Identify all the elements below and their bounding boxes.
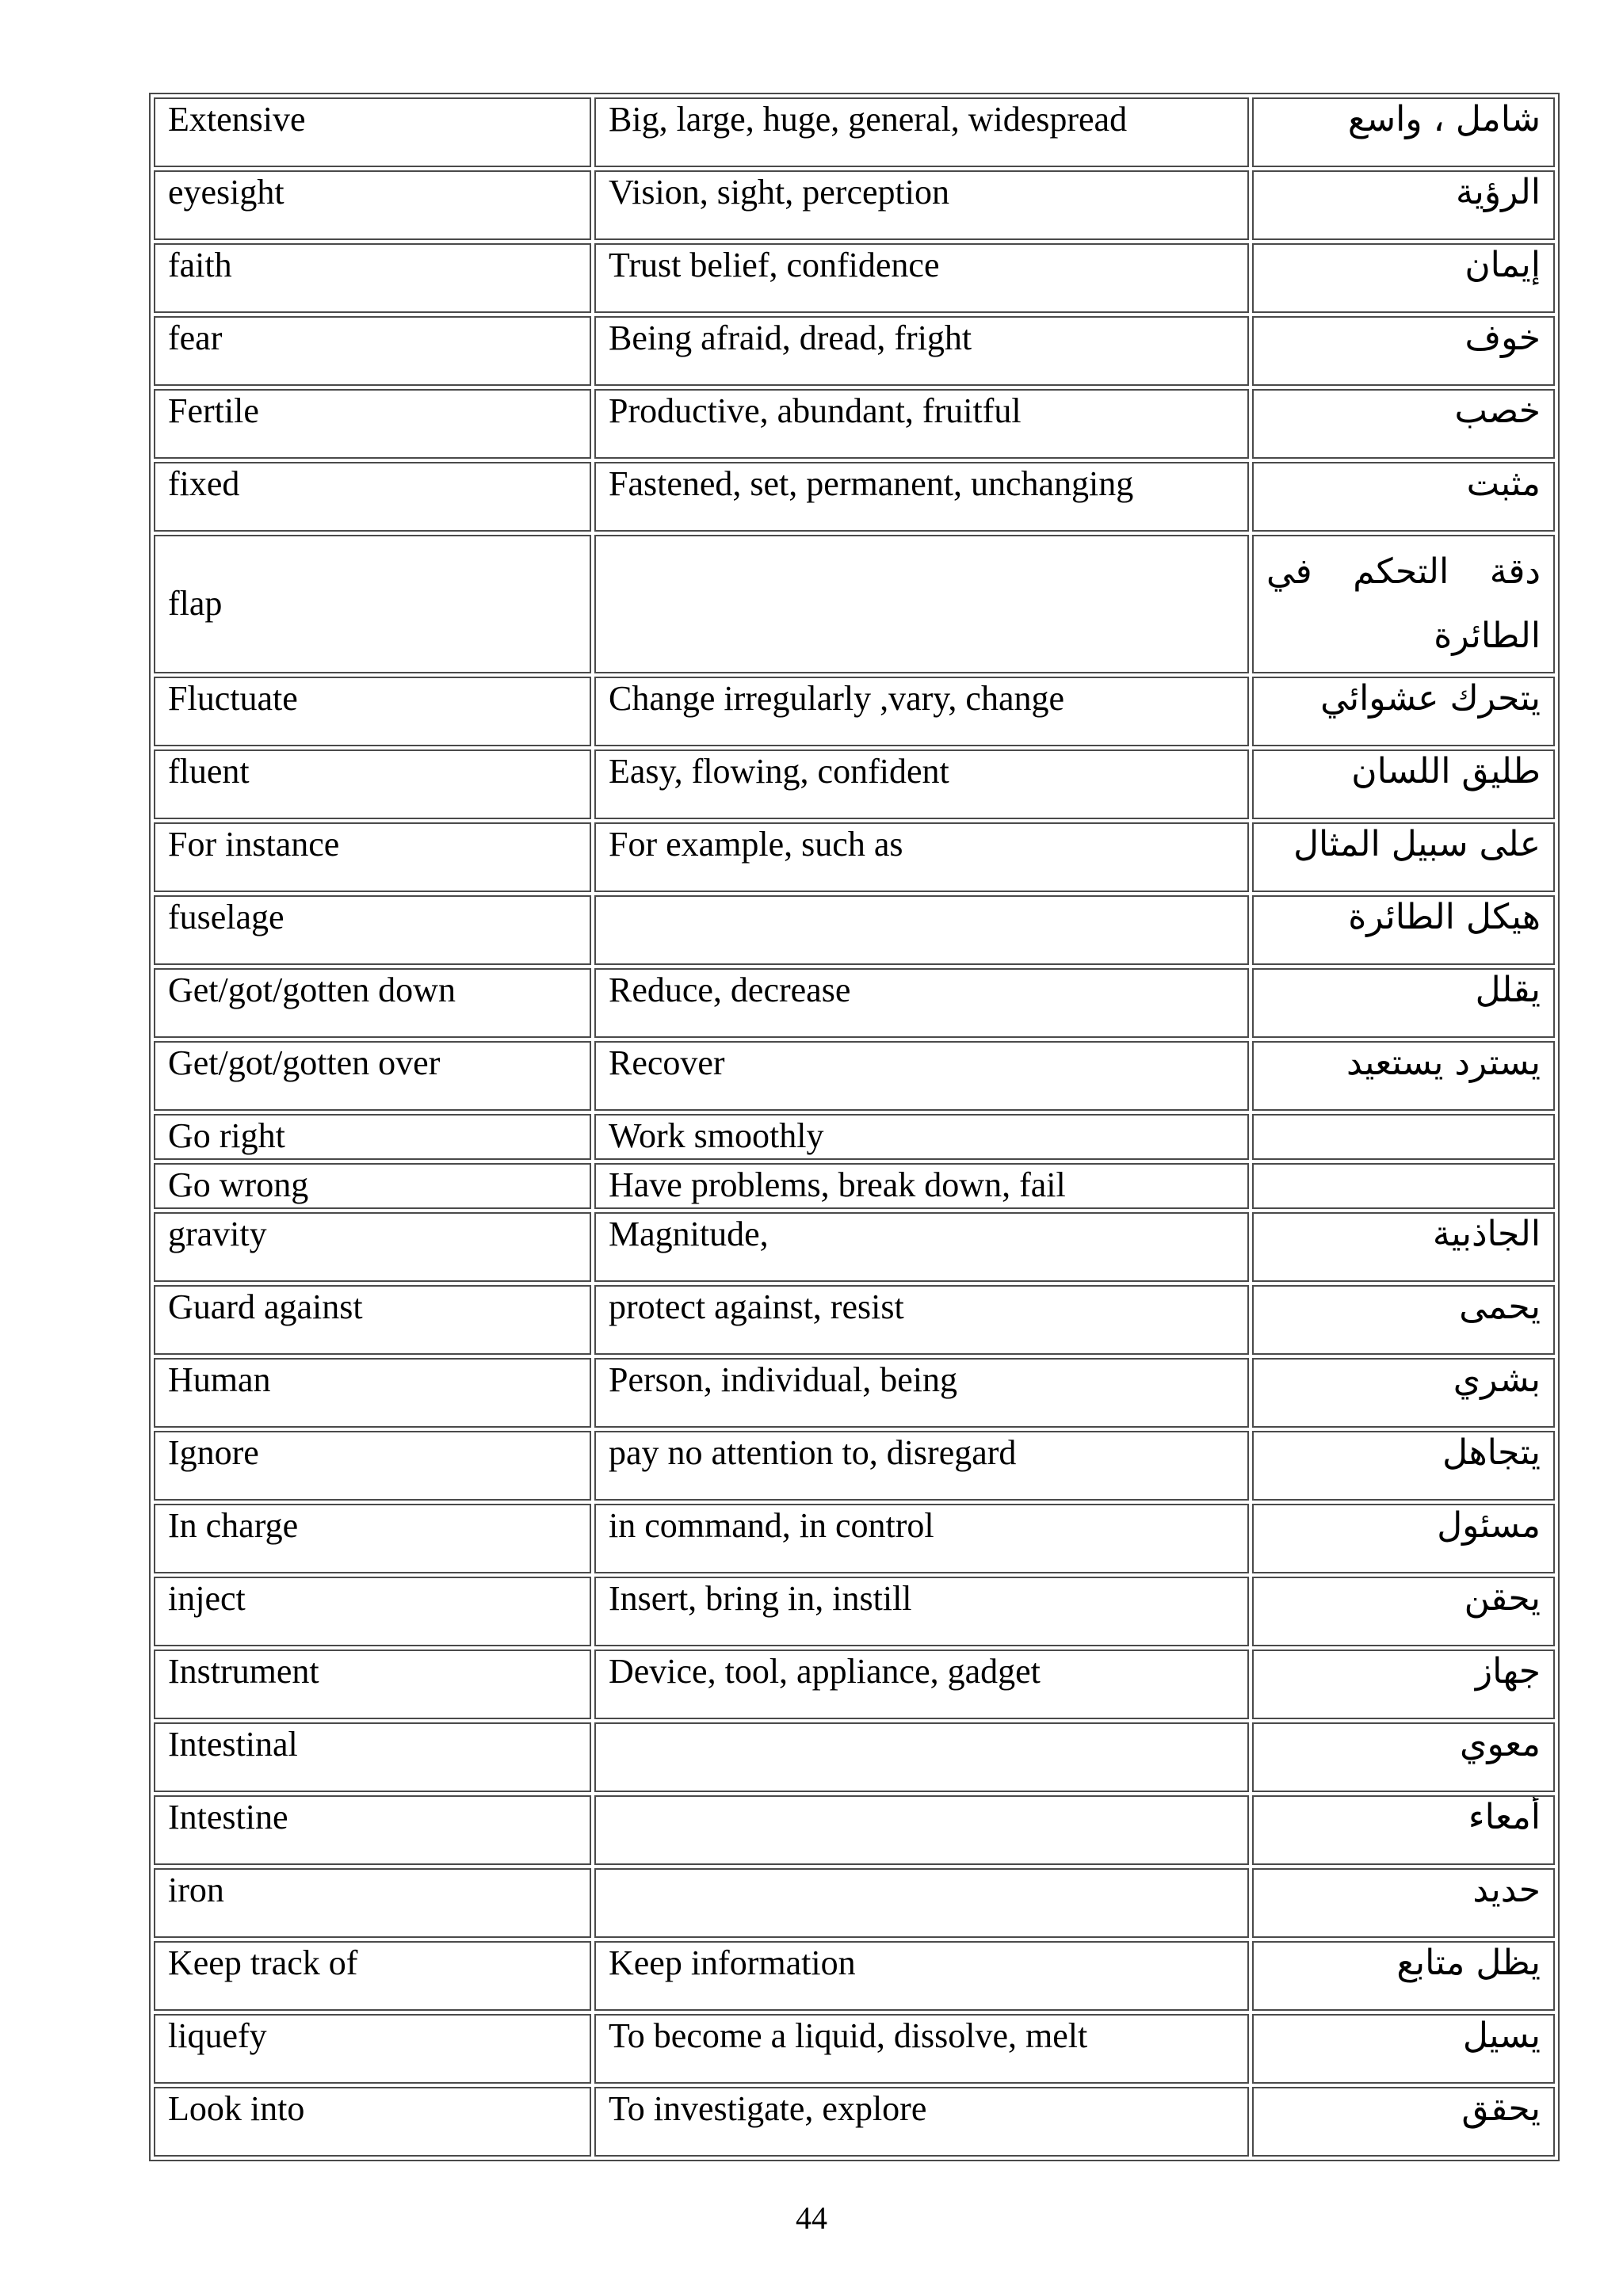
table-row [154,1650,1555,1719]
arabic-cell: خصب [1252,389,1555,459]
synonyms-cell: To become a liquid, dissolve, melt [594,2014,1249,2084]
synonyms-cell: Keep information [594,1941,1249,2011]
arabic-cell: يسترد يستعيد [1252,1041,1555,1111]
word-cell: Go wrong [154,1163,591,1209]
table-row [154,462,1555,532]
word-cell: Intestine [154,1795,591,1865]
word-cell: fluent [154,749,591,819]
synonyms-cell: protect against, resist [594,1285,1249,1355]
synonyms-cell: Big, large, huge, general, widespread [594,97,1249,167]
synonyms-cell [594,535,1249,673]
table-row [154,1212,1555,1282]
table-row [154,243,1555,313]
synonyms-cell: Insert, bring in, instill [594,1577,1249,1646]
table-row [154,1722,1555,1792]
arabic-cell: يحقق [1252,2087,1555,2157]
synonyms-cell: Fastened, set, permanent, unchanging [594,462,1249,532]
word-cell: inject [154,1577,591,1646]
table-row [154,1941,1555,2011]
arabic-cell [1252,1163,1555,1209]
table-row [154,1358,1555,1428]
arabic-cell: الجاذبية [1252,1212,1555,1282]
table-row [154,677,1555,746]
word-cell: Human [154,1358,591,1428]
word-cell: Look into [154,2087,591,2157]
word-cell: Get/got/gotten over [154,1041,591,1111]
table-row [154,97,1555,167]
word-cell: fear [154,316,591,386]
table-row [154,2014,1555,2084]
synonyms-cell: For example, such as [594,822,1249,892]
arabic-cell: يتجاهل [1252,1431,1555,1501]
word-cell: eyesight [154,170,591,240]
arabic-cell: معوي [1252,1722,1555,1792]
arabic-cell: يحمى [1252,1285,1555,1355]
synonyms-cell: Recover [594,1041,1249,1111]
word-cell: Extensive [154,97,591,167]
table-row [154,1163,1555,1209]
synonyms-cell: To investigate, explore [594,2087,1249,2157]
table-row [154,1041,1555,1111]
table-row [154,822,1555,892]
arabic-cell: بشري [1252,1358,1555,1428]
word-cell: Keep track of [154,1941,591,2011]
word-cell: Guard against [154,1285,591,1355]
word-cell: For instance [154,822,591,892]
arabic-cell: طليق اللسان [1252,749,1555,819]
word-cell: gravity [154,1212,591,1282]
word-cell: In charge [154,1504,591,1573]
arabic-cell: يحقن [1252,1577,1555,1646]
word-cell: Instrument [154,1650,591,1719]
arabic-cell: مثبت [1252,462,1555,532]
arabic-cell: على سبيل المثال [1252,822,1555,892]
table-row [154,389,1555,459]
arabic-cell: الرؤية [1252,170,1555,240]
arabic-cell: يقلل [1252,968,1555,1038]
synonyms-cell: Productive, abundant, fruitful [594,389,1249,459]
synonyms-cell [594,895,1249,965]
synonyms-cell: Easy, flowing, confident [594,749,1249,819]
word-cell: Fertile [154,389,591,459]
table-row [154,749,1555,819]
synonyms-cell: Trust belief, confidence [594,243,1249,313]
table-row [154,535,1555,673]
table-row [154,170,1555,240]
arabic-cell [1252,1114,1555,1160]
table-row [154,1504,1555,1573]
arabic-cell: يسيل [1252,2014,1555,2084]
synonyms-cell: Reduce, decrease [594,968,1249,1038]
table-row [154,1868,1555,1938]
table-row [154,968,1555,1038]
arabic-cell: مسئول [1252,1504,1555,1573]
arabic-cell: حديد [1252,1868,1555,1938]
word-cell: Fluctuate [154,677,591,746]
synonyms-cell: Have problems, break down, fail [594,1163,1249,1209]
synonyms-cell: Device, tool, appliance, gadget [594,1650,1249,1719]
synonyms-cell: in command, in control [594,1504,1249,1573]
synonyms-cell: Work smoothly [594,1114,1249,1160]
arabic-cell: جهاز [1252,1650,1555,1719]
table-row [154,895,1555,965]
synonyms-cell [594,1722,1249,1792]
word-cell: Intestinal [154,1722,591,1792]
word-cell: liquefy [154,2014,591,2084]
word-cell: flap [154,535,591,673]
synonyms-cell: Magnitude, [594,1212,1249,1282]
word-cell: fixed [154,462,591,532]
word-cell: Get/got/gotten down [154,968,591,1038]
synonyms-cell: Change irregularly ,vary, change [594,677,1249,746]
synonyms-cell: Vision, sight, perception [594,170,1249,240]
table-row [154,1577,1555,1646]
table-row [154,1795,1555,1865]
arabic-cell: دقة التحكم في الطائرة [1252,535,1555,673]
arabic-cell: إيمان [1252,243,1555,313]
table-row [154,1285,1555,1355]
word-cell: Go right [154,1114,591,1160]
synonyms-cell [594,1868,1249,1938]
word-cell: Ignore [154,1431,591,1501]
table-row [154,1114,1555,1160]
page-number: 44 [796,2200,827,2236]
synonyms-cell: pay no attention to, disregard [594,1431,1249,1501]
synonyms-cell: Being afraid, dread, fright [594,316,1249,386]
synonyms-cell [594,1795,1249,1865]
arabic-cell: يتحرك عشوائي [1252,677,1555,746]
arabic-cell: هيكل الطائرة [1252,895,1555,965]
vocabulary-table [149,93,1560,2161]
arabic-cell: خوف [1252,316,1555,386]
table-row [154,316,1555,386]
word-cell: faith [154,243,591,313]
arabic-cell: أمعاء [1252,1795,1555,1865]
arabic-cell: شامل ، واسع [1252,97,1555,167]
table-row [154,2087,1555,2157]
arabic-cell: يظل متابع [1252,1941,1555,2011]
word-cell: fuselage [154,895,591,965]
synonyms-cell: Person, individual, being [594,1358,1249,1428]
word-cell: iron [154,1868,591,1938]
table-row [154,1431,1555,1501]
